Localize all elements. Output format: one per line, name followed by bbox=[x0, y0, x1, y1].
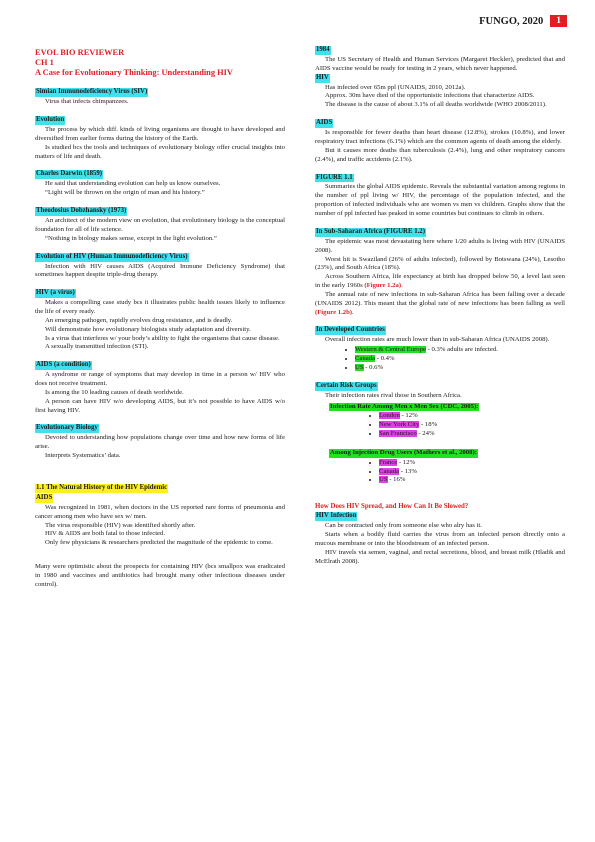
section-darwin bbox=[35, 170, 285, 198]
paragraph: Their infection rates rival those in Southern Africa. bbox=[325, 391, 462, 399]
section-natural-history bbox=[35, 484, 285, 548]
section-siv bbox=[35, 88, 285, 107]
paragraph: Is among the 10 leading causes of death worldwide. bbox=[45, 388, 184, 396]
text: . bbox=[352, 308, 354, 316]
paragraph bbox=[315, 273, 565, 291]
paragraph: An emerging pathogen, rapidly evolves drug resistance, and is deadly. bbox=[45, 316, 233, 324]
header-title: FUNGO, 2020 bbox=[479, 15, 544, 27]
section-heading: Simian Immunodeficiency Virus (SIV) bbox=[36, 88, 148, 96]
subsection-heading: HIV Infection bbox=[316, 512, 357, 520]
section-evolutionary-biology bbox=[35, 424, 285, 461]
city-list bbox=[329, 412, 565, 439]
city-name: San Francisco bbox=[379, 430, 417, 438]
list-item bbox=[379, 476, 565, 485]
rate: - 18% bbox=[419, 421, 438, 429]
rate: - 0.3% adults are infected. bbox=[425, 346, 498, 354]
subsection-heading: Among Injection Drug Users (Mathers et al., 2008): bbox=[330, 448, 477, 456]
section-1984 bbox=[315, 46, 565, 110]
section-heading: In Sub-Saharan Africa (FIGURE 1.2) bbox=[316, 227, 425, 235]
title-line-3: A Case for Evolutionary Thinking: Understanding HIV bbox=[35, 68, 233, 78]
section-heading: FIGURE 1.1 bbox=[316, 173, 353, 181]
section-heading: AIDS bbox=[316, 119, 333, 127]
paragraph: Can be contracted only from someone else who alry has it. bbox=[325, 522, 482, 530]
section-dobzhansky bbox=[35, 207, 285, 244]
page-header bbox=[479, 15, 567, 27]
paragraph: A person can have HIV w/o developing AIDS, but it’s not possible to have AIDS w/o first having HIV. bbox=[35, 397, 285, 414]
country-name: US bbox=[355, 363, 364, 371]
list-item bbox=[355, 355, 565, 364]
paragraph: “Light will be thrown on the origin of man and his history.” bbox=[45, 189, 205, 197]
subsection-idu bbox=[329, 449, 565, 485]
section-heading: Evolution bbox=[36, 116, 65, 124]
paragraph: Is studied bcs the tools and techniques of evolutionary biology offer crucial insights into matters of life and death. bbox=[35, 143, 285, 160]
section-evolution bbox=[35, 116, 285, 161]
section-aids bbox=[315, 119, 565, 164]
section-heading: HIV (a virus) bbox=[36, 289, 75, 297]
rate: - 12% bbox=[399, 412, 418, 420]
rate: - 0.4% bbox=[375, 355, 395, 363]
paragraph: Devoted to understanding how populations change over time and how new forms of life arise. bbox=[35, 434, 285, 451]
section-hiv-spread bbox=[315, 502, 565, 566]
section-evolution-of-hiv bbox=[35, 253, 285, 281]
figure-reference: (Figure 1.2b) bbox=[315, 308, 353, 316]
paragraph: Is responsible for fewer deaths than heart disease (12.8%), strokes (10.8%), and lower respiratory tract infections (6.1%) which are the common agents of death among the elderly. bbox=[315, 129, 565, 145]
country-list bbox=[315, 346, 565, 373]
text: Across Southern Africa, life expectancy at birth has dropped below 50, a level last seen in the early 1960s bbox=[315, 273, 565, 290]
city-name: New York City bbox=[379, 421, 420, 429]
rate: - 24% bbox=[416, 430, 435, 438]
paragraph: The US Secretary of Health and Human Services (Margaret Heckler), predicted that and AIDS vaccine would be ready for testing in 2 years, which never happened. bbox=[315, 55, 565, 72]
country-name: Canada bbox=[379, 467, 400, 475]
country-name: US bbox=[379, 476, 388, 484]
paragraph: A syndrome or range of symptoms that may develop in time in a person w/ HIV who does not receive treatment. bbox=[35, 371, 285, 388]
list-item bbox=[379, 430, 565, 439]
section-heading: Evolutionary Biology bbox=[36, 424, 98, 432]
section-aids-condition bbox=[35, 361, 285, 415]
section-sub-saharan-africa bbox=[315, 228, 565, 318]
paragraph: Has infected over 65m ppl (UNAIDS, 2010, 2012a). bbox=[325, 83, 466, 91]
paragraph: HIV travels via semen, vaginal, and rectal secretions, blood, and breast milk (Hladik and McElrath 2008). bbox=[315, 548, 565, 565]
paragraph: Virus that infects chimpanzees. bbox=[45, 98, 129, 106]
paragraph-optimistic: Many were optimistic about the prospects for containing HIV (bcs smallpox was eradicated in 1980 and vaccines and antibiotics had brought many other infectious diseases under control). bbox=[35, 563, 285, 588]
paragraph: The process by which diff. kinds of living organisms are thought to have developed and diversified from earlier forms during the history of the Earth. bbox=[35, 126, 285, 142]
paragraph bbox=[315, 291, 565, 318]
title-line-2: CH 1 bbox=[35, 58, 54, 68]
paragraph: Only few physicians & researchers predicted the magnitude of the epidemic to come. bbox=[45, 539, 273, 547]
paragraph: But it causes more deaths than tuberculosis (2.4%), lung and other respiratory cancers (2.4%), and traffic accidents (2.1%). bbox=[315, 146, 565, 163]
section-heading-hiv: HIV bbox=[316, 73, 329, 81]
rate: - 13% bbox=[399, 467, 417, 475]
left-column bbox=[35, 48, 285, 590]
section-heading: How Does HIV Spread, and How Can It Be Slowed? bbox=[315, 503, 469, 511]
paragraph: He said that understanding evolution can help us know ourselves. bbox=[45, 180, 221, 188]
title-line-1: EVOL BIO REVIEWER bbox=[35, 48, 125, 57]
section-hiv-virus bbox=[35, 289, 285, 352]
country-name: France bbox=[379, 458, 398, 466]
list-item bbox=[379, 412, 565, 421]
country-name: Western & Central Europe bbox=[355, 346, 426, 354]
text: The annual rate of new infections in sub-Saharan Africa has been falling over a decade (UNAIDS 2012). This meant that the global rate of new infections has been falling as well bbox=[315, 290, 565, 307]
figure-reference: (Figure 1.2a) bbox=[364, 282, 402, 290]
section-heading: AIDS (a condition) bbox=[36, 361, 91, 369]
section-heading: Charles Darwin (1859) bbox=[36, 170, 103, 178]
paragraph: The disease is the cause of about 3.1% of all deaths worldwide (WHO 2008/2011). bbox=[325, 101, 547, 109]
section-heading: Certain Risk Groups bbox=[316, 381, 377, 389]
city-name: London bbox=[379, 412, 400, 420]
section-risk-groups bbox=[315, 382, 565, 486]
paragraph: Interprets Systematics’ data. bbox=[45, 452, 121, 460]
paragraph: The virus responsible (HIV) was identified shortly after. bbox=[45, 521, 196, 529]
section-heading: In Developed Countries bbox=[316, 326, 385, 334]
country-list bbox=[329, 459, 565, 486]
list-item bbox=[355, 364, 565, 373]
list-item bbox=[379, 421, 565, 430]
paragraph: Overall infection rates are much lower than in sub-Saharan Africa (UNAIDS 2008). bbox=[325, 336, 550, 344]
list-item bbox=[355, 346, 565, 355]
paragraph: A sexually transmitted infection (STI). bbox=[45, 343, 149, 351]
paragraph: Infection with HIV causes AIDS (Acquired Immune Deficiency Syndrome) that sometimes happen despite triple-drug therapy. bbox=[35, 262, 285, 279]
subsection-msm bbox=[329, 403, 565, 439]
page-number-badge: 1 bbox=[550, 15, 567, 27]
paragraph: “Nothing in biology makes sense, except in the light evolution.” bbox=[45, 234, 217, 242]
paragraph: An architect of the modern view on evolution, that evolutionary biology is the conceptual foundation for all of life science. bbox=[35, 217, 285, 233]
right-column bbox=[315, 46, 565, 576]
subsection-heading: Infection Rate Among Men x Men Sex (CDC, 2005): bbox=[330, 402, 479, 410]
rate: - 0.6% bbox=[363, 363, 384, 371]
paragraph: Starts when a bodily fluid carries the virus from an infected person directly onto a mucous membrane or into the bloodstream of an infected person. bbox=[315, 531, 565, 548]
paragraph: Is a virus that interferes w/ your body’s ability to fight the organisms that cause disease. bbox=[45, 334, 280, 342]
rate: - 12% bbox=[397, 458, 416, 466]
paragraph: The epidemic was most devastating here where 1/20 adults is living with HIV (UNAIDS 2008). bbox=[315, 237, 565, 254]
text: . bbox=[401, 282, 403, 290]
paragraph: Approx. 30m have died of the opportunistic infections that characterize AIDS. bbox=[325, 92, 535, 100]
section-heading: 1.1 The Natural History of the HIV Epidemic bbox=[36, 483, 168, 491]
section-heading: 1984 bbox=[316, 46, 330, 53]
rate: - 16% bbox=[387, 476, 406, 484]
section-heading: Theodosius Dobzhansky (1973) bbox=[36, 207, 127, 215]
paragraph: Worst hit is Swaziland (26% of adults infected), followed by Botswana (24%), Lesotho (23%), and South Africa (18%). bbox=[315, 255, 565, 272]
list-item bbox=[379, 468, 565, 477]
document-title bbox=[35, 48, 285, 78]
section-heading: Evolution of HIV (Human Immunodeficiency Virus) bbox=[36, 252, 188, 260]
list-item bbox=[379, 459, 565, 468]
paragraph: HIV & AIDS are both fatal to those infected. bbox=[45, 530, 166, 538]
paragraph: Makes a compelling case study bcs it illustrates public health issues likely to influence the life of every ready. bbox=[35, 299, 285, 316]
country-name: Canada bbox=[355, 355, 376, 363]
subsection-heading: AIDS bbox=[36, 493, 53, 501]
paragraph: Will demonstrate how evolutionary biologists study adaptation and diversity. bbox=[45, 325, 251, 333]
paragraph: Was recognized in 1981, when doctors in the US reported rare forms of pneumonia and cancer among men who have sex w/ men. bbox=[35, 503, 285, 520]
section-developed-countries bbox=[315, 326, 565, 372]
section-figure-1-1 bbox=[315, 174, 565, 219]
paragraph: Summaries the global AIDS epidemic. Reveals the substantial variation among regions in the number of ppl living w/ HIV, the percentage of the population infected, and the proportion of infected individuals who are women vs men vs children. Graphs show that the number of ppl infected has peaked in some countries but continues to climb in others. bbox=[315, 183, 565, 217]
